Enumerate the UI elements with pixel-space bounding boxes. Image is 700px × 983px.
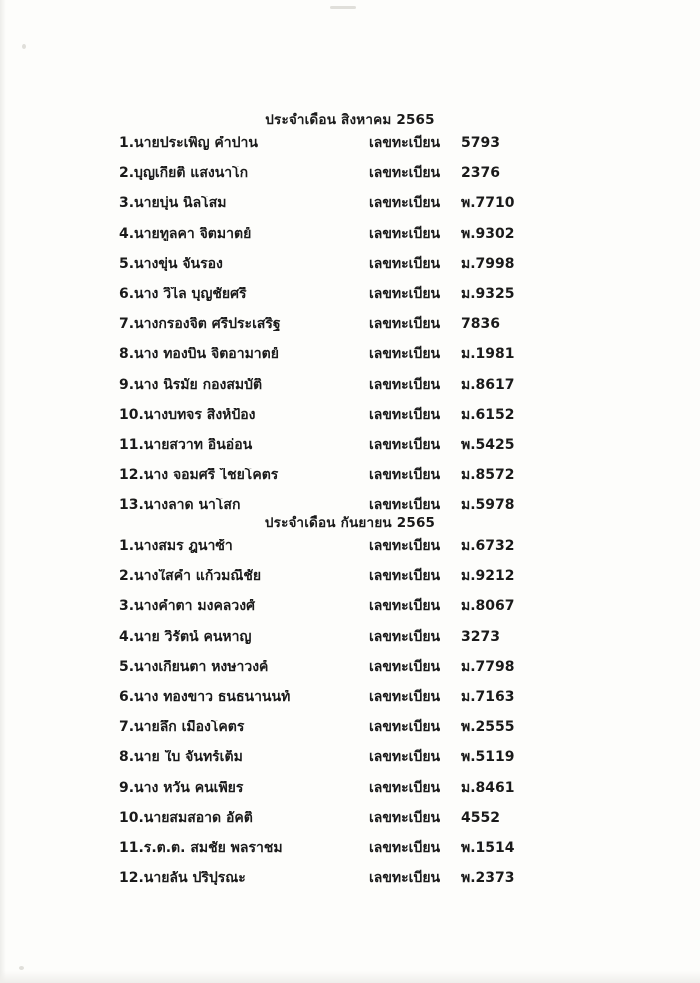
list-item — [119, 599, 515, 629]
list-item — [119, 317, 515, 347]
registration-label: เลขทะเบียน — [369, 225, 441, 242]
list-item — [119, 690, 515, 720]
person-name: 11.นายสวาท อินอ่อน — [119, 437, 253, 452]
registration-label: เลขทะเบียน — [369, 285, 441, 302]
registration-label: เลขทะเบียน — [369, 195, 441, 212]
registration-label: เลขทะเบียน — [369, 376, 441, 393]
list-item — [119, 630, 515, 660]
person-name: 4.นายทูลคา จิตมาตย์ — [119, 226, 252, 241]
registration-label: เลขทะเบียน — [369, 749, 441, 766]
registration-number: พ.5425 — [461, 436, 515, 453]
scan-speck — [22, 44, 26, 49]
registration-label: เลขทะเบียน — [369, 255, 441, 272]
list-item — [119, 811, 515, 841]
list-item — [119, 378, 515, 408]
registration-number: ม.9212 — [461, 568, 515, 585]
registration-label: เลขทะเบียน — [369, 135, 441, 151]
person-name: 9.นาง นิรมัย กองสมบัติ — [119, 377, 263, 392]
person-name: 1.นางสมร ฎูนาซ้า — [119, 539, 233, 553]
list-item — [119, 871, 515, 901]
section-heading: ประจำเดือน สิงหาคม 2565 — [265, 112, 435, 128]
list-item — [119, 438, 515, 468]
registration-label: เลขทะเบียน — [369, 658, 441, 675]
registration-number: พ.7710 — [461, 195, 515, 212]
registration-label: เลขทะเบียน — [369, 628, 441, 645]
registration-number: ม.6732 — [461, 538, 515, 554]
registration-label: เลขทะเบียน — [369, 598, 441, 615]
registration-label: เลขทะเบียน — [369, 538, 441, 554]
person-name: 4.นาย วิรัตน์ คนหาญ — [119, 629, 252, 644]
registration-label: เลขทะเบียน — [369, 688, 441, 705]
list-item — [119, 781, 515, 811]
list-item — [119, 539, 515, 569]
registration-label: เลขทะเบียน — [369, 316, 441, 333]
registration-number: 7836 — [461, 316, 500, 333]
list-item — [119, 136, 515, 166]
list-item — [119, 257, 515, 287]
registration-label: เลขทะเบียน — [369, 436, 441, 453]
registration-number: พ.1514 — [461, 839, 515, 856]
person-name: 1.นายประเพิ่ญ คำปาน — [119, 136, 258, 150]
registration-label: เลขทะเบียน — [369, 839, 441, 856]
person-name: 12.นาง จอมศรี ไชยโคตร — [119, 468, 279, 483]
list-item — [119, 227, 515, 257]
person-name: 6.นาง วิไล บุญชัยศรี — [119, 286, 247, 301]
person-name: 13.นางลาด นาโสก — [119, 498, 241, 513]
registration-number: ม.8067 — [461, 598, 515, 615]
registration-number: ม.8572 — [461, 467, 515, 484]
registration-number: ม.9325 — [461, 285, 515, 302]
scan-edge-shadow-left — [0, 0, 6, 983]
registration-label: เลขทะเบียน — [369, 497, 441, 514]
person-name: 10.นางบทจร สิงห์ป้อง — [119, 407, 256, 422]
person-name: 8.นาย ใบ จันทร์เต็ม — [119, 750, 243, 765]
registration-number: ม.6152 — [461, 406, 515, 423]
person-name: 3.นายบุ่น นิลโสม — [119, 196, 227, 211]
list-item — [119, 841, 515, 871]
name-list — [119, 136, 515, 528]
registration-label: เลขทะเบียน — [369, 406, 441, 423]
person-name: 2.นางใสคำ แก้วมณีชัย — [119, 569, 262, 584]
registration-label: เลขทะเบียน — [369, 346, 441, 363]
list-item — [119, 468, 515, 498]
registration-number: ม.7798 — [461, 658, 515, 675]
section-heading: ประจำเดือน กันยายน 2565 — [264, 515, 436, 531]
registration-number: พ.9302 — [461, 225, 515, 242]
list-item — [119, 287, 515, 317]
list-item — [119, 750, 515, 780]
person-name: 7.นายลึก เมืองโคตร — [119, 720, 245, 735]
scan-edge-shadow-bottom — [0, 971, 700, 983]
person-name: 7.นางกรองจิต ศรีประเสริฐ — [119, 317, 281, 332]
list-item — [119, 660, 515, 690]
registration-label: เลขทะเบียน — [369, 779, 441, 796]
registration-number: 3273 — [461, 628, 500, 645]
registration-number: 5793 — [461, 135, 500, 151]
registration-number: ม.7163 — [461, 688, 515, 705]
list-item — [119, 720, 515, 750]
registration-number: ม.8617 — [461, 376, 515, 393]
person-name: 11.ร.ต.ต. สมชัย พลราชม — [119, 840, 283, 855]
person-name: 8.นาง ทองบิน จิตอามาตย์ — [119, 347, 279, 362]
person-name: 12.นายลั่น ปริปุรณะ — [119, 871, 246, 886]
registration-number: ม.7998 — [461, 255, 515, 272]
registration-number: พ.2373 — [461, 870, 515, 887]
person-name: 3.นางคำตา มงคลวงศ์ — [119, 599, 255, 614]
person-name: 5.นางเกียนตา หงษาวงค์ — [119, 659, 269, 674]
registration-number: พ.2555 — [461, 719, 515, 736]
list-item — [119, 408, 515, 438]
registration-label: เลขทะเบียน — [369, 568, 441, 585]
scan-speck — [19, 966, 24, 970]
person-name: 9.นาง หวัน คนเพียร — [119, 780, 244, 795]
person-name: 5.นางขุ่น จันรอง — [119, 256, 223, 271]
person-name: 6.นาง ทองขาว ธนธนานนท์ — [119, 689, 291, 704]
person-name: 10.นายสมสอาด อัคติ — [119, 810, 253, 825]
list-item — [119, 196, 515, 226]
registration-number: พ.5119 — [461, 749, 515, 766]
registration-label: เลขทะเบียน — [369, 870, 441, 887]
person-name: 2.บุญเกียติ แสงนาโก — [119, 166, 249, 181]
list-item — [119, 166, 515, 196]
list-item — [119, 347, 515, 377]
registration-number: ม.5978 — [461, 497, 515, 514]
scan-speck — [330, 6, 356, 9]
registration-number: 2376 — [461, 165, 500, 182]
list-item — [119, 569, 515, 599]
registration-number: 4552 — [461, 809, 500, 826]
registration-number: ม.1981 — [461, 346, 515, 363]
registration-label: เลขทะเบียน — [369, 467, 441, 484]
registration-number: ม.8461 — [461, 779, 515, 796]
name-list — [119, 539, 515, 901]
registration-label: เลขทะเบียน — [369, 719, 441, 736]
registration-label: เลขทะเบียน — [369, 809, 441, 826]
registration-label: เลขทะเบียน — [369, 165, 441, 182]
